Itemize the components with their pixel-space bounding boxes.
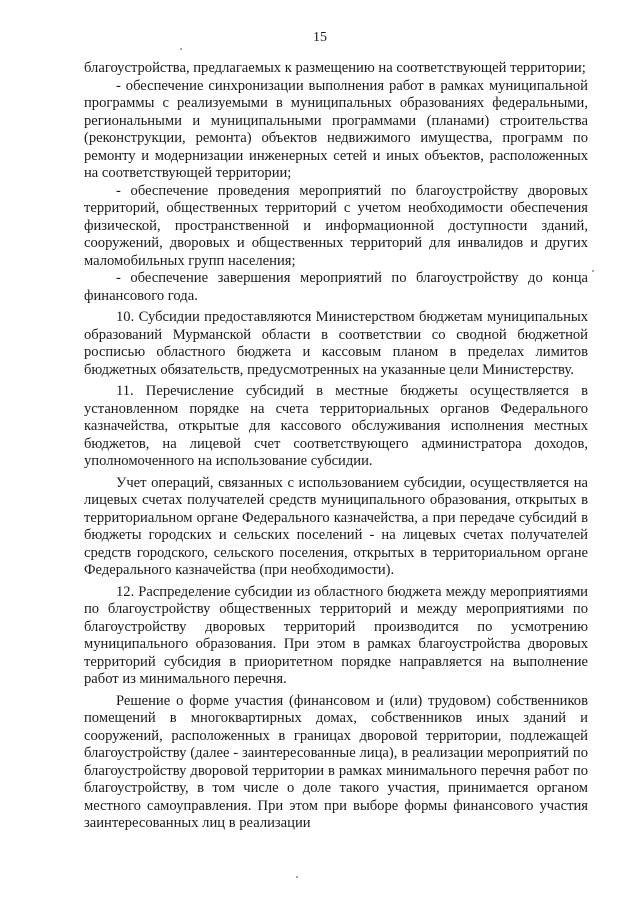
paragraph-item-10: 10. Субсидии предоставляются Министерством бюджетам муниципальных образований Мурманской области в соответствии со сводной бюджетной росписью областного бюджета и кассовым планом в пределах лимитов бюджетных обязательств, предусмотренных на указанные цели Министерству. — [84, 309, 588, 378]
paragraph-sync-works: - обеспечение синхронизации выполнения работ в рамках муниципальной программы с реализуемыми в муниципальных образованиях федеральными, региональными и муниципальными программами (планами) строительства (реконструкции, ремонта) объектов недвижимого имущества, программ по ремонту и модернизации инженерных сетей и иных объектов, расположенных на соответствующей территории; — [84, 77, 588, 181]
page-number: 15 — [313, 30, 327, 45]
paragraph-item-12: 12. Распределение субсидии из областного бюджета между мероприятиями по благоустройству общественных территорий и между мероприятиями по благоустройству дворовых территорий производится по усмотрению муниципального образования. При этом в рамках благоустройства дворовых территорий субсидия в приоритетном порядке направляется на выполнение работ из минимального перечня. — [84, 583, 588, 687]
paragraph-continuation: благоустройства, предлагаемых к размещению на соответствующей территории; — [84, 60, 586, 76]
paragraph-decision: Решение о форме участия (финансовом и (или) трудовом) собственников помещений в многоквартирных домах, собственников иных зданий и сооружений, расположенных в границах дворовой территории, подлежащей благоустройству (далее - заинтересованные лица), в реализации мероприятий по благоустройству дворовой территории в рамках минимального перечня работ по благоустройству, в том числе о доле такого участия, принимается органом местного самоуправления. При этом при выборе формы финансового участия заинтересованных лиц в реализации — [84, 692, 588, 831]
scan-speck — [296, 876, 298, 878]
paragraph-completion: - обеспечение завершения мероприятий по благоустройству до конца финансового года. — [84, 270, 588, 304]
paragraph-item-11: 11. Перечисление субсидий в местные бюджеты осуществляется в установленном порядке на счета территориальных органов Федерального казначейства, открытые для кассового обслуживания исполнения местных бюджетов, на лицевой счет соответствующего администратора доходов, уполномоченного на использование субсидии. — [84, 383, 588, 469]
scan-speck — [180, 48, 182, 50]
scan-speck — [592, 270, 594, 272]
paragraph-accessibility: - обеспечение проведения мероприятий по благоустройству дворовых территорий, общественных территорий с учетом необходимости обеспечения физической, пространственной и информационной доступности зданий, сооружений, дворовых и общественных территорий для инвалидов и других маломобильных групп населения; — [84, 182, 588, 269]
paragraph-accounting: Учет операций, связанных с использованием субсидии, осуществляется на лицевых счетах получателей средств муниципального образования, открытых в территориальном органе Федерального казначейства, а при передаче субсидий в бюджеты городских и сельских поселений - на лицевых счетах получателей средств городского, сельского поселения, открытых в территориальном органе Федерального казначейства (при необходимости). — [84, 474, 588, 578]
document-body — [84, 60, 588, 833]
